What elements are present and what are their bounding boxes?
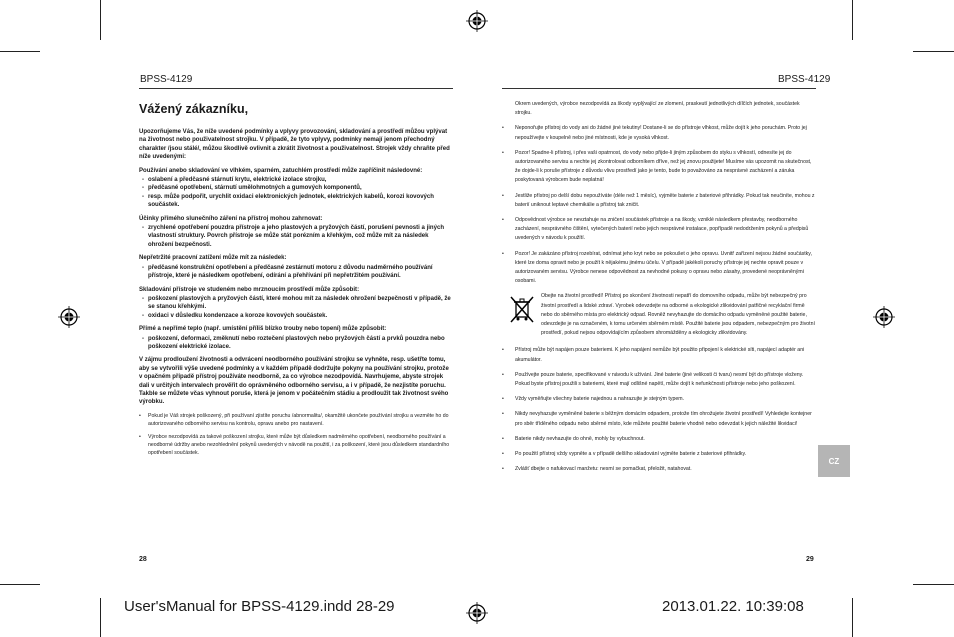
- registration-mark-icon: [466, 10, 488, 32]
- crop-mark: [913, 584, 954, 585]
- warranty-paragraph: V zájmu prodloužení životnosti a odvrácení neodborného používání strojku se vyhněte, resp. ušetřte tomu, aby se vytvořili výše uvedené podmínky a v každém případě dodržujte pokyny na používání strojku, protože v opačném případě přístroj používáte neodborně, za co výrobce nezodpovídá. Navrhujeme, abyste strojek dali v určitých intervalech prověřit do oprávněného odborného servisu, a i v případě, že nezjistíte poruchu. Takble se můžete včas vyhnout poruše, která je jenom v počátečním stádiu a prodloužit tak životnost svého výrobku.: [139, 357, 449, 406]
- file-slug: User'sManual for BPSS-4129.indd 28-29: [124, 598, 395, 615]
- model-header-right: BPSS-4129: [778, 74, 831, 85]
- list-item: - oxidaci v důsledku kondenzace a koroze kovových součástek.: [139, 312, 453, 320]
- bullet-list: [502, 346, 816, 474]
- list-item: • Baterie nikdy nevhazujte do ohně, mohly by vybuchnout.: [502, 435, 816, 444]
- page-number-right: 29: [806, 556, 814, 563]
- list-item: • Nikdy nevyhazujte vyměněné baterie s běžným domácím odpadem, protože tím ohrožujete životní prostředí! Vyhledejte kontejner pro sběr tříděného odpadu nebo sběrné místo, kde můžete použité baterie vhodně nebo odevzdat k jejich náležité likvidaci!: [502, 410, 816, 428]
- bullet-list: [502, 124, 816, 286]
- bullet-list: [139, 412, 453, 458]
- crop-mark: [0, 584, 40, 585]
- crop-mark: [100, 598, 101, 637]
- crop-mark: [852, 598, 853, 637]
- list-item: - resp. může podpořit, urychlit oxidaci elektronických jednotek, elektrických kabelů, korozi kovových součástek.: [139, 193, 453, 210]
- list-item: - předčasné opotřebení, stárnutí umělohmotných a gumových komponentů,: [139, 184, 453, 192]
- crop-mark: [100, 0, 101, 40]
- disposal-text: Obejte na životní prostředí! Přístroj po skončení životnosti nepatří do domovního odpadu, může být nebezpečný pro životní prostředí a lidské zdraví. Vyrobek odevzdejte na odborné a ekologické zlikvidování patřičné recyklační firmě nebo do sběrného místa pro elektrický odpad. Rovněž nevyhazujte do domácího odpadu vyměněné použité baterie, odevzdejte je na označeném, k tomu určeném sběrném místě. Použité baterie jsou odpadem, nebezpečným pro životní prostředí, pokud nejsou odpovídajícím způsobem shromážděny a ekologicky zlikvidovány.: [541, 293, 815, 337]
- dash-list: [139, 335, 453, 352]
- list-item: - předčasné konstrukční opotřebení a předčasné zestárnutí motoru z důvodu nadměrného používání přístroje, které je následkem opotřebení, odírání a přehřívání při nepřetržitém používání.: [139, 264, 453, 281]
- list-item: • Vždy vyměňujte všechny baterie najednou a nahrazujte je stejným typem.: [502, 395, 816, 404]
- list-item: - poškození, deformaci, změknutí nebo roztečení plastových nebo pryžových částí a prvků pouzdra nebo poškození elektrické izolace.: [139, 335, 453, 352]
- group-title: Skladování přístroje ve studeném nebo mrznoucím prostředí může způsobit:: [139, 286, 360, 293]
- list-item: - oslabení a předčasné stárnutí krytu, elektrické izolace strojku,: [139, 176, 453, 184]
- list-item: • Výrobce nezodpovídá za takové poškození strojku, které může být důsledkem nadměrného opotřebení, neodborného používání a neodborné údržby anebo nezohlednění pokynů uvedených v návodě na použití, i za poškození, které jsou důsledkem standardního opotřebení součástek.: [139, 433, 453, 458]
- list-item: • Odpovědnost výrobce se nevztahuje na zničení součástek přístroje a na škody, vzniklé následkem přestavby, neodborného zacházení, nesprávného čištění, vytečených baterií nebo jejich nesprávné instalace, popřípadě nedodržením pokynů a předpisů uvedených v návodu k použítí.: [502, 216, 816, 244]
- group-title: Nepřetržité pracovní zatížení může mít za následek:: [139, 255, 287, 262]
- registration-mark-icon: [466, 602, 488, 624]
- crop-mark: [852, 0, 853, 40]
- list-item: • Používejte pouze baterie, specifikované v návodu k užívání. Jiné baterie (jiné velikosti či tvaru) nesmí být do přístroje vloženy. Pokud byste přístroj použili s bateriemi, které mají odlišné napětí, může dojít k nefunkčnosti přístroje nebo jeho poškození.: [502, 371, 816, 389]
- list-item: • Zvlášť dbejte o nafukovací manžetu: nesmí se pomačkat, přeložit, natahovat.: [502, 465, 816, 474]
- list-item: • Neponořujte přístroj do vody ani do žádné jiné tekutiny! Dostane-li se do přístroje vlhkost, může dojít k jeho poruchám. Proto jej nepoužívejte v koupelně nebo jiné místnosti, kde je vysoká vlhkost.: [502, 124, 816, 142]
- list-item: • Pozor! Spadne-li přístroj, i přes vaši opatrnost, do vody nebo přijde-li jiným způsobem do styku s vlhkostí, odnesíte jej do autorizovaného servisu a nechte jej zkontrolovat odborníkem dříve, než jej znovu použijete! Musíme vás upozornit na skutečnost, že dojde-li k poruše přístroje z důvodu vlivu prostředí jako je tento, bude to považováno za nesprávné zacházení a záruka poskytovaná výrobcem bude neplatná!: [502, 149, 816, 186]
- list-item: • Pozor! Je zakázáno přístroj rozebírat, odnímat jeho kryt nebo se pokoušet o jeho opravu. Uvnitř zařízení nejsou žádné součástky, které lze doma opravit nebo je použít k nějakému jinému účelu. V případě jakékoli poruchy přístroje jej nechte opravit pouze v autorizovaném servisu. Výrobce nenese odpovědnost za nevhodné pokusy o opravu nebo zásahy, provedené neoprávněnými osobami.: [502, 250, 816, 287]
- continued-paragraph: Okrem uvedených, výrobce nezodpovídá za škody vyplývající ze zlomení, praskнutí jednotlivých dílčích jednotek, součástek strojku.: [515, 101, 800, 117]
- crossed-bin-icon: [509, 295, 535, 325]
- datetime-slug: 2013.01.22. 10:39:08: [662, 598, 804, 615]
- dash-list: [139, 264, 453, 281]
- header-rule-right: [502, 88, 816, 89]
- group-title: Používání anebo skladování ve vlhkém, sparném, zatuchlém prostředí může zapříčinit následovné:: [139, 167, 423, 174]
- list-item: - poškození plastových a pryžových částí, které mohou mít za následek ohrožení bezpečnosti v případě, že se stanou křehkými.: [139, 295, 453, 312]
- intro-paragraph: Upozorňujeme Vás, že níže uvedené podmínky a vplyvy provozování, skladování a prostředí můžou vplývat na životnost nebo použivatelnost stroǰku. V případě, že tyto vplyvy, podmínky nemají jenom přechodný charakter /jsou stálé/, můžou škodlivě ovlivnit a zkrátit životnost a použivatelnost. Strojek vždy chraňte před níže uvedenými:: [139, 129, 450, 161]
- left-column: [139, 128, 453, 462]
- list-item: • Přístroj může být napájen pouze bateriemi. K jeho napájení nemůže být použito připojení k elektrické síti, napájecí adaptér ani akumulátor.: [502, 346, 816, 364]
- page-title: Vážený zákazníku,: [139, 102, 249, 116]
- list-item: • Pokud je Váš strojek poškozený, při používaní zjistíte poruchu /abnormalitu/, okamžitě ukončete používání strojku a vezměte ho do autorizovaného odborného servisu na kontrolu, opravu anebo pro nastavení.: [139, 412, 453, 429]
- list-item: - zrychlené opotřebení pouzdra přístroje a jeho plastových a pryžových částí, porušení pevnosti a jiných vlastností struktury. Povrch přístroje se může stát porézním a křehkým, což může mít za následek ohrožení bezpečnosti.: [139, 224, 453, 249]
- dash-list: [139, 295, 453, 320]
- group-title: Účinky přímého slunečního záření na přístroj mohou zahrnovat:: [139, 215, 323, 222]
- crop-mark: [0, 51, 40, 52]
- disposal-block: [502, 292, 816, 338]
- list-item: • Po použití přístroj vždy vypněte a v případě delšího skladování vyjměte baterie z bateriové přihrádky.: [502, 450, 816, 459]
- dash-list: [139, 224, 453, 249]
- list-item: • Jestliže přístroj po delší dobu nepoužíváte (déle než 1 měsíc), vyjměte baterie z bateriové přihrádky. Pokud tak neučiníte, mohou z baterií uniknout leptavé chemikálie a přístroj tak zničit.: [502, 192, 816, 210]
- registration-mark-icon: [58, 306, 80, 328]
- header-rule-left: [139, 88, 453, 89]
- language-tab: CZ: [818, 445, 850, 477]
- dash-list: [139, 176, 453, 210]
- model-header-left: BPSS-4129: [140, 74, 193, 85]
- registration-mark-icon: [873, 306, 895, 328]
- crop-mark: [913, 51, 954, 52]
- right-column: [502, 100, 816, 481]
- group-title: Přímé a nepřímé teplo (např. umístění příliš blízko trouby nebo topení) může způsobit:: [139, 326, 387, 333]
- page-number-left: 28: [139, 556, 147, 563]
